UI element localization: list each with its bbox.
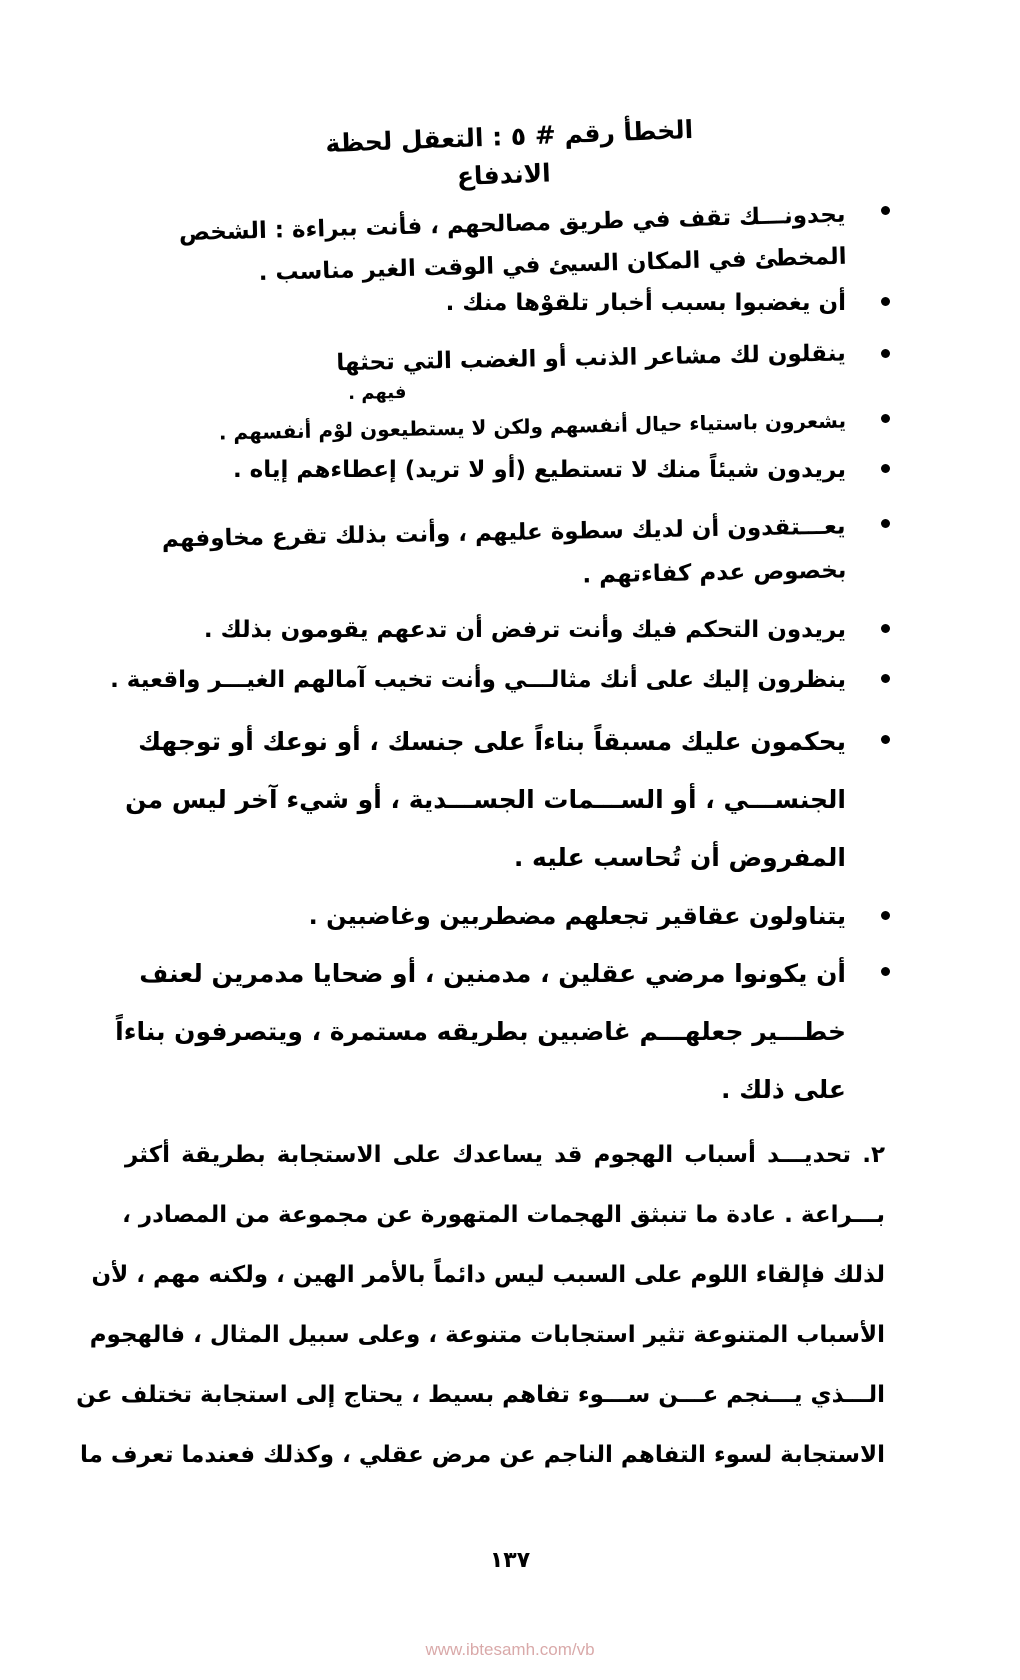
bullet-icon [881,911,890,920]
list-item [110,660,868,700]
list-item [148,283,868,323]
bullet-icon [881,414,890,423]
bullet-icon [881,464,890,473]
list-item-line: يشعرون باستياء حيال أنفسهم ولكن لا يستطيعون لوْم أنفسهم . [218,408,847,445]
list-item-line: أن يكونوا مرضي عقلين ، مدمنين ، أو ضحايا مدمرين لعنف [139,959,846,988]
list-item [148,335,868,404]
title-line-1: الخطأ رقم # ٥ : التعقل لحظة [324,114,694,159]
list-item [125,713,868,887]
bullet-icon [881,297,890,306]
bullet-icon [881,519,890,528]
bullet-icon [881,206,890,215]
list-item-line: فيهم . [347,381,407,404]
list-item [148,450,868,490]
list-item-line: خطـــير جعلهـــم غاضبين بطريقه مستمرة ، ويتصرفون بناءاً [115,1017,846,1046]
list-item-line: يعـــتقدون أن لديك سطوة عليهم ، وأنت بذلك تقرع مخاوفهم [161,513,846,553]
numbered-paragraph [76,1125,885,1485]
list-item-line: يحكمون عليك مسبقاً بناءاً على جنسك ، أو نوعك أو توجهك [138,727,846,756]
list-item-line: يجدونـــك تقف في طريق مصالحهم ، فأنت ببراءة : الشخص [178,201,846,247]
list-item-line: أن يغضبوا بسبب أخبار تلقوْها منك . [445,290,846,316]
list-item-line: المفروض أن تُحاسب عليه . [513,843,846,872]
bullet-icon [881,624,890,633]
bullet-icon [881,735,890,744]
paragraph-line: الاستجابة لسوء التفاهم الناجم عن مرض عقلي ، وكذلك فعندما تعرف ما [79,1442,885,1468]
paragraph-line: الأسباب المتنوعة تثير استجابات متنوعة ، وعلى سبيل المثال ، فالهجوم [89,1322,885,1348]
watermark-url: www.ibtesamh.com/vb [425,1640,595,1659]
list-item-line: يريدون التحكم فيك وأنت ترفض أن تدعهم يقومون بذلك . [203,617,846,643]
section-title [269,109,752,203]
list-item [148,610,868,650]
paragraph-line: لذلك فإلقاء اللوم على السبب ليس دائماً بالأمر الهين ، ولكنه مهم ، لأن [91,1262,885,1288]
list-item [148,893,868,939]
title-line-2: الاندفاع [456,158,552,192]
paragraph-line: الـــذي يـــنجم عـــن ســـوء تفاهم بسيط ، يحتاج إلى استجابة تختلف عن [76,1382,885,1408]
bullet-icon [881,674,890,683]
list-item [148,400,868,445]
list-item-line: يتناولون عقاقير تجعلهم مضطربين وغاضبين . [308,902,846,930]
list-item [148,505,868,593]
paragraph-line: ٢. تحديـــد أسباب الهجوم قد يساعدك على الاستجابة بطريقة أكثر [125,1142,885,1168]
bullet-icon [881,967,890,976]
page-number: ١٣٧ [489,1548,531,1573]
list-item-line: بخصوص عدم كفاءتهم . [582,557,847,589]
list-item [148,192,868,287]
list-item-line: يريدون شيئاً منك لا تستطيع (أو لا تريد) إعطاءهم إياه . [232,457,846,483]
bullet-icon [881,349,890,358]
paragraph-line: بـــراعة . عادة ما تنبثق الهجمات المتهورة عن مجموعة من المصادر ، [122,1202,885,1228]
list-item-line: ينقلون لك مشاعر الذنب أو الغضب التي تحثها [336,340,847,377]
list-item [115,945,868,1119]
list-item-line: على ذلك . [721,1075,846,1104]
list-item-line: الجنســـي ، أو الســـمات الجســـدية ، أو شيء آخر ليس من [125,785,846,814]
list-item-line: ينظرون إليك على أنك مثالـــي وأنت تخيب آمالهم الغيـــر واقعية . [110,667,846,693]
list-item-line: المخطئ في المكان السيئ في الوقت الغير مناسب . [258,243,847,287]
